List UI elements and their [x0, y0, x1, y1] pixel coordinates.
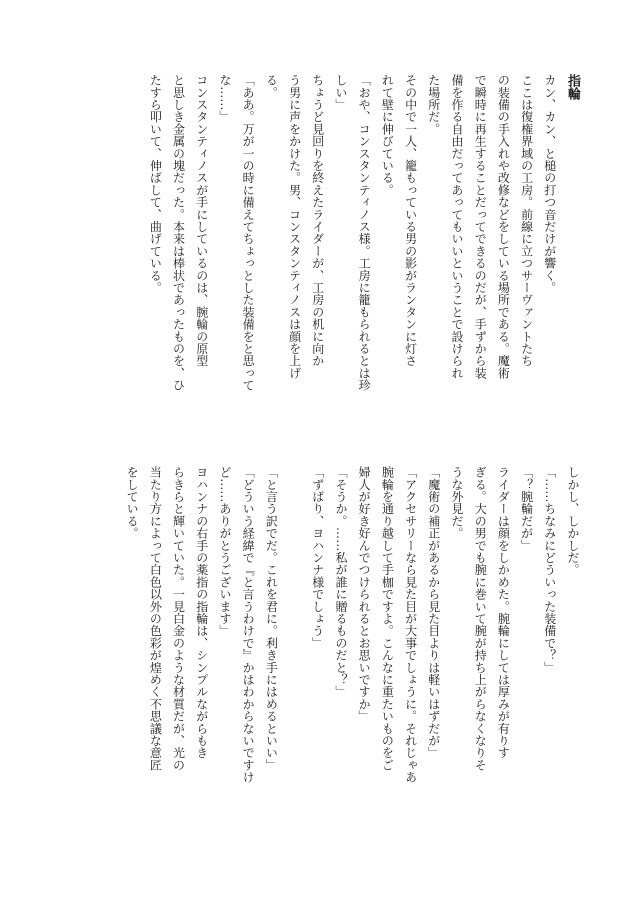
text-line: ここは復権界域の工房。前線に立つサーヴァントたち — [519, 74, 534, 367]
text-line: 腕輪を通り越して手枷ですよ。こんなに重たいものをご — [380, 466, 395, 771]
text-line: と思しき金属の塊だった。本来は棒状であったものを、ひ — [171, 74, 186, 392]
text-line: をしている。 — [125, 466, 140, 540]
text-line: た場所だ。 — [426, 74, 441, 135]
text-line: 「ずばり、ヨハンナ様でしょう」 — [310, 466, 325, 649]
text-line: カン、カン、と槌の打つ音だけが響く。 — [542, 74, 557, 294]
upper-text-block — [84, 74, 584, 409]
text-line: れて壁に伸びている。 — [380, 74, 395, 196]
text-line: 婦人が好き好んでつけられるとお思いですか」 — [357, 466, 372, 723]
text-line: たすら叩いて、伸ばして、曲げている。 — [148, 74, 163, 294]
text-line: る。 — [264, 74, 279, 99]
text-line: ヨハンナの右手の薬指の指輪は、シンプルながらもき — [194, 466, 209, 759]
text-line: らきらと輝いていた。一見白金のような材質だが、光の — [171, 466, 186, 771]
text-line: うな外見だ。 — [449, 466, 464, 540]
text-line: ぎる。大の男でも腕に巻いて腕が持ち上がらなくなりそ — [473, 466, 488, 771]
text-line: その中で一人、籠もっている男の影がランタンに灯さ — [403, 74, 418, 367]
text-line: 「魔術の補正があるから見た目よりは軽いはずだが」 — [426, 466, 441, 759]
text-line: 「おや、コンスタンティノス様。工房に籠もられるとは珍 — [357, 74, 372, 392]
text-line: コンスタンティノスが手にしているのは、腕輪の原型 — [194, 74, 209, 367]
text-line: しかし、しかしだ。 — [566, 466, 580, 576]
text-line: で瞬時に再生することだってできるのだが、手ずから装 — [473, 74, 488, 379]
text-line: 「と言う訳でだ。これを君に。利き手にはめるといい」 — [264, 466, 279, 771]
text-line: しい」 — [333, 74, 348, 111]
story-title: 指輪 — [565, 74, 580, 101]
text-line: 「そうか。……私が誰に贈るものだと？」 — [333, 466, 348, 698]
text-line: 「どういう経緯で『と言うわけで』かはわからないですけ — [241, 466, 256, 784]
text-line: の装備の手入れや改修などをしている場所である。魔術 — [496, 74, 511, 379]
text-line: 備を作る自由だってあってもいいということで設けられ — [449, 74, 464, 379]
text-line: 「？腕輪だが」 — [519, 466, 534, 552]
text-line: ちょうど見回りを終えたライダーが、工房の机に向か — [310, 74, 325, 367]
lower-text-block — [84, 466, 584, 818]
text-line: 「アクセサリーなら見た目が大事でしょうに。それじゃあ — [403, 466, 418, 784]
text-line: 当たり方によって白色以外の色彩が煌めく不思議な意匠 — [148, 466, 163, 771]
text-line: な……」 — [217, 74, 232, 123]
text-line: ど……ありがとうございます」 — [217, 466, 232, 637]
text-line: 「ああ。万が一の時に備えてちょっとした装備をと思って — [241, 74, 256, 392]
text-line: 「……ちなみにどういった装備で？」 — [542, 466, 557, 674]
blank-line — [282, 466, 305, 818]
text-line: う男に声をかけた。男、コンスタンティノスは顔を上げ — [287, 74, 302, 379]
text-line: ライダーは顔をしかめた。腕輪にしては厚みが有りす — [496, 466, 511, 759]
